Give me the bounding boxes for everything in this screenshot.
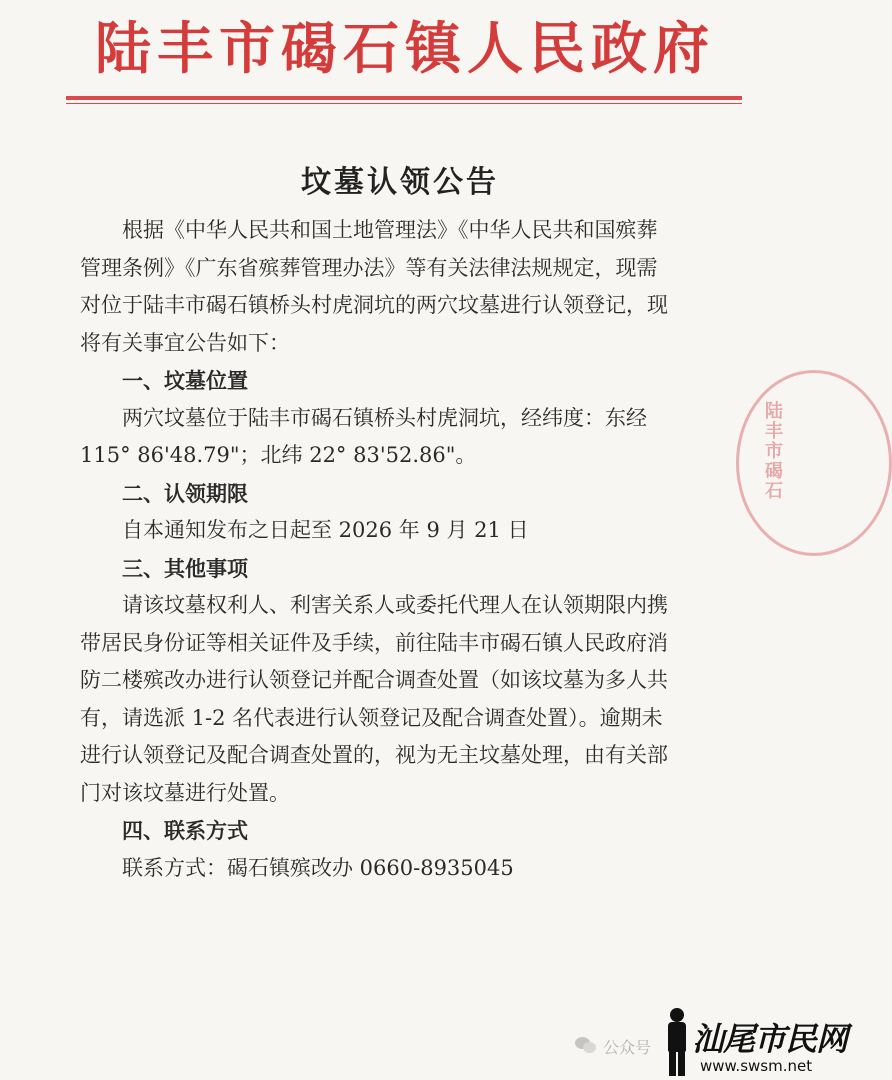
site-domain: www.swsm.net [700,1057,813,1075]
official-seal [736,370,892,556]
section-line: 进行认领登记及配合调查处置的，视为无主坟墓处理，由有关部 [80,743,668,767]
contact-line: 联系方式：碣石镇殡改办 0660-8935045 [122,855,514,880]
notice-body [80,212,720,887]
letterhead-rule-thin [66,103,742,104]
section-heading-location: 一、坟墓位置 [122,368,248,393]
intro-line: 将有关事宜公告如下： [80,330,290,355]
section-line: 请该坟墓权利人、利害关系人或委托代理人在认领期限内携 [122,593,668,617]
person-silhouette-icon [664,1008,690,1078]
government-name: 陆丰市碣石镇人民政府 [95,16,715,82]
wechat-watermark [575,1033,651,1059]
section-line: 带居民身份证等相关证件及手续，前往陆丰市碣石镇人民政府消 [80,630,668,655]
seal-text: 陆丰市碣石 [762,401,783,501]
section-heading-other: 三、其他事项 [122,555,248,581]
intro-line: 对位于陆丰市碣石镇桥头村虎洞坑的两穴坟墓进行认领登记，现 [80,293,668,317]
section-line: 门对该坟墓进行处置。 [80,780,290,805]
document-title: 坟墓认领公告 [301,165,499,200]
section-line: 两穴坟墓位于陆丰市碣石镇桥头村虎洞坑，经纬度：东经 [122,405,647,430]
intro-line: 根据《中华人民共和国土地管理法》《中华人民共和国殡葬 [122,218,658,242]
section-heading-contact: 四、联系方式 [122,818,248,843]
site-name: 汕尾市民网 [692,1020,848,1058]
section-line: 有，请选派 1-2 名代表进行认领登记及配合调查处置）。逾期未 [80,705,663,730]
section-line: 自本通知发布之日起至 2026 年 9 月 21 日 [122,518,529,542]
letterhead-rule-thick [66,96,742,100]
wechat-icon [575,1037,597,1055]
section-heading-period: 二、认领期限 [122,480,248,506]
letterhead [60,14,750,84]
section-line: 防二楼殡改办进行认领登记并配合调查处置（如该坟墓为多人共 [80,668,668,692]
intro-line: 管理条例》《广东省殡葬管理办法》等有关法律法规规定，现需 [80,255,658,280]
site-watermark [660,1000,848,1080]
section-line: 115° 86'48.79"；北纬 22° 83'52.86"。 [80,443,477,467]
wechat-label: 公众号 [603,1037,652,1057]
